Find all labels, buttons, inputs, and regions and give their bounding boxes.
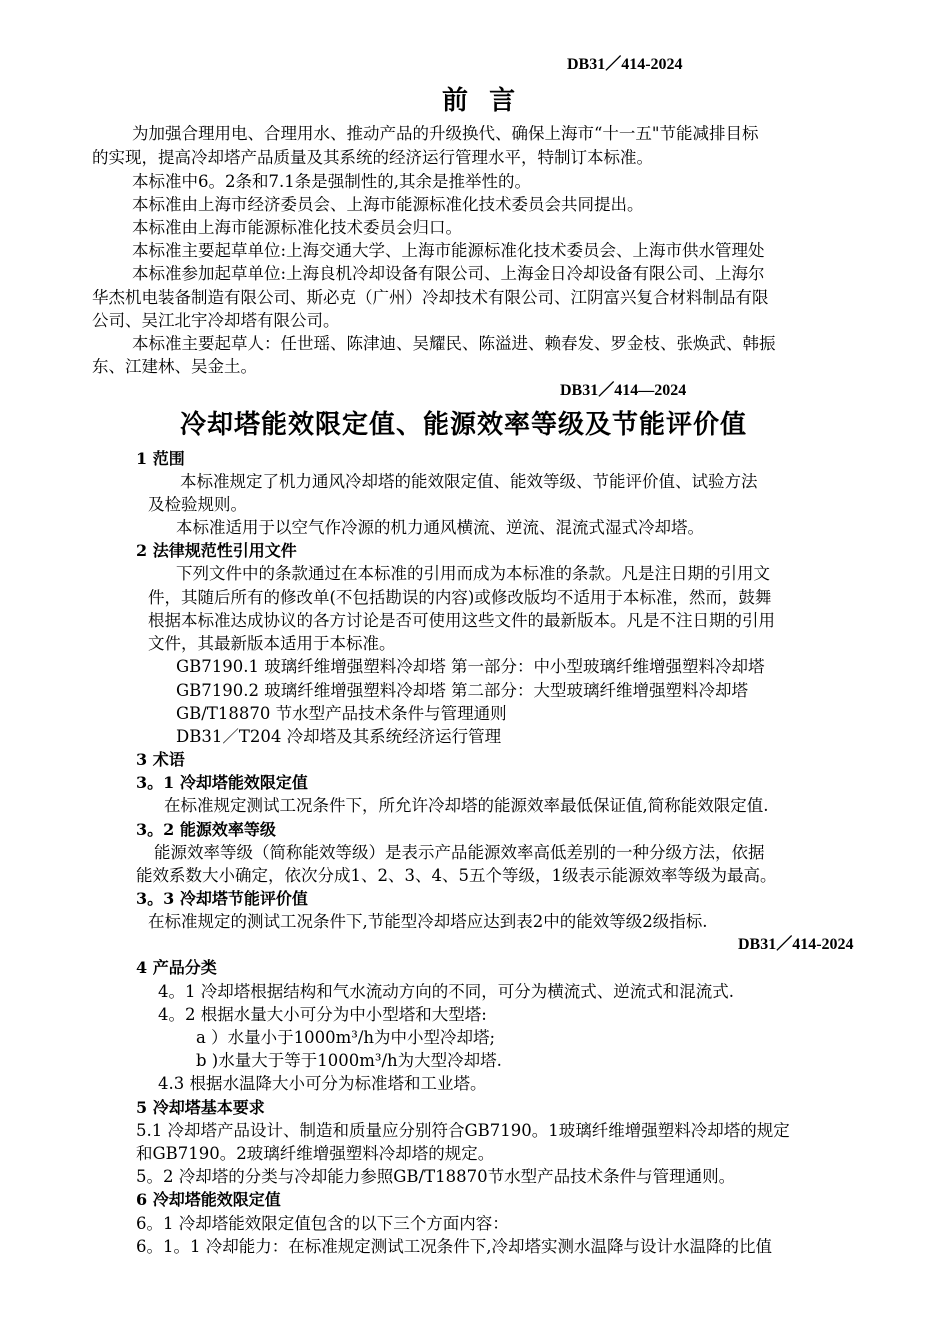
preface-paragraph: 本标准主要起草人：任世瑶、陈津迪、吴耀民、陈溢进、赖春发、罗金枝、张焕武、韩振 [132,334,776,353]
subsection-heading-3-2: 3。2 能源效率等级 [136,820,276,839]
main-title: 冷却塔能效限定值、能源效率等级及节能评价值 [180,410,748,440]
preface-paragraph: 为加强合理用电、合理用水、推动产品的升级换代、确保上海市“十一五"节能减排目标 [132,124,759,143]
section-5-text: 5。2 冷却塔的分类与冷却能力参照GB/T18870节水型产品技术条件与管理通则。 [136,1167,736,1186]
preface-paragraph: 本标准由上海市经济委员会、上海市能源标准化技术委员会共同提出。 [132,195,644,214]
section-6-text: 6。1 冷却塔能效限定值包含的以下三个方面内容： [136,1214,509,1233]
section-2-text: 下列文件中的条款通过在本标准的引用而成为本标准的条款。凡是注日期的引用文 [176,564,770,583]
section-2-text: 根据本标准达成协议的各方讨论是否可使用这些文件的最新版本。凡是不注日期的引用 [148,611,775,630]
document-code-mid: DB31／414—2024 [560,382,687,399]
reference-item: DB31／T204 冷却塔及其系统经济运行管理 [176,727,502,746]
section-4-text: 4。1 冷却塔根据结构和气水流动方向的不同，可分为横流式、逆流式和混流式. [158,982,734,1001]
section-1-text: 本标准适用于以空气作冷源的机力通风横流、逆流、混流式湿式冷却塔。 [176,518,704,537]
section-heading-6: 6 冷却塔能效限定值 [136,1190,281,1209]
section-3-text: 在标准规定的测试工况条件下,节能型冷却塔应达到表2中的能效等级2级指标. [148,912,708,931]
section-heading-4: 4 产品分类 [136,958,217,977]
preface-paragraph: 本标准中6。2条和7.1条是强制性的,其余是推举性的。 [132,172,531,191]
section-4-text: 4.3 根据水温降大小可分为标准塔和工业塔。 [158,1074,487,1093]
reference-item: GB7190.1 玻璃纤维增强塑料冷却塔 第一部分：中小型玻璃纤维增强塑料冷却塔 [176,657,765,676]
section-heading-5: 5 冷却塔基本要求 [136,1098,265,1117]
section-4-text: 4。2 根据水量大小可分为中小型塔和大型塔: [158,1005,487,1024]
section-5-text: 和GB7190。2玻璃纤维增强塑料冷却塔的规定。 [136,1144,495,1163]
preface-paragraph: 本标准参加起草单位:上海良机冷却设备有限公司、上海金日冷却设备有限公司、上海尔 [132,264,765,283]
section-3-text: 能源效率等级（简称能效等级）是表示产品能源效率高低差别的一种分级方法，依据 [154,843,765,862]
section-6-text: 6。1。1 冷却能力：在标准规定测试工况条件下,冷却塔实测水温降与设计水温降的比值 [136,1237,772,1256]
preface-paragraph: 公司、吴江北宇冷却塔有限公司。 [92,311,340,330]
reference-item: GB/T18870 节水型产品技术条件与管理通则 [176,704,507,723]
preface-paragraph: 的实现，提高冷却塔产品质量及其系统的经济运行管理水平，特制订本标准。 [92,148,653,167]
preface-paragraph: 本标准主要起草单位:上海交通大学、上海市能源标准化技术委员会、上海市供水管理处 [132,241,765,260]
section-heading-2: 2 法律规范性引用文件 [136,541,297,560]
document-code-top: DB31／414-2024 [567,56,683,73]
preface-paragraph: 本标准由上海市能源标准化技术委员会归口。 [132,218,462,237]
section-1-text: 及检验规则。 [148,495,247,514]
subsection-heading-3-3: 3。3 冷却塔节能评价值 [136,889,308,908]
reference-item: GB7190.2 玻璃纤维增强塑料冷却塔 第二部分：大型玻璃纤维增强塑料冷却塔 [176,681,749,700]
preface-title: 前 言 [442,86,517,116]
section-heading-1: 1 范围 [136,449,185,468]
section-4-text: a ）水量小于1000m³/h为中小型冷却塔; [196,1028,496,1047]
section-3-text: 能效系数大小确定，依次分成1、2、3、4、5五个等级，1级表示能源效率等级为最高。 [136,866,777,885]
section-2-text: 件，其随后所有的修改单(不包括勘误的内容)或修改版均不适用于本标准，然而，鼓舞 [148,588,772,607]
section-heading-3: 3 术语 [136,750,185,769]
section-4-text: b )水量大于等于1000m³/h为大型冷却塔. [196,1051,502,1070]
section-3-text: 在标准规定测试工况条件下，所允许冷却塔的能源效率最低保证值,简称能效限定值. [164,796,769,815]
section-2-text: 文件，其最新版本适用于本标准。 [148,634,396,653]
preface-paragraph: 东、江建林、吴金土。 [92,357,257,376]
document-code-bottom: DB31／414-2024 [738,936,854,953]
subsection-heading-3-1: 3。1 冷却塔能效限定值 [136,773,308,792]
preface-paragraph: 华杰机电装备制造有限公司、斯必克（广州）冷却技术有限公司、江阴富兴复合材料制品有限 [92,288,769,307]
section-5-text: 5.1 冷却塔产品设计、制造和质量应分别符合GB7190。1玻璃纤维增强塑料冷却塔的规定 [136,1121,790,1140]
section-1-text: 本标准规定了机力通风冷却塔的能效限定值、能效等级、节能评价值、试验方法 [180,472,758,491]
